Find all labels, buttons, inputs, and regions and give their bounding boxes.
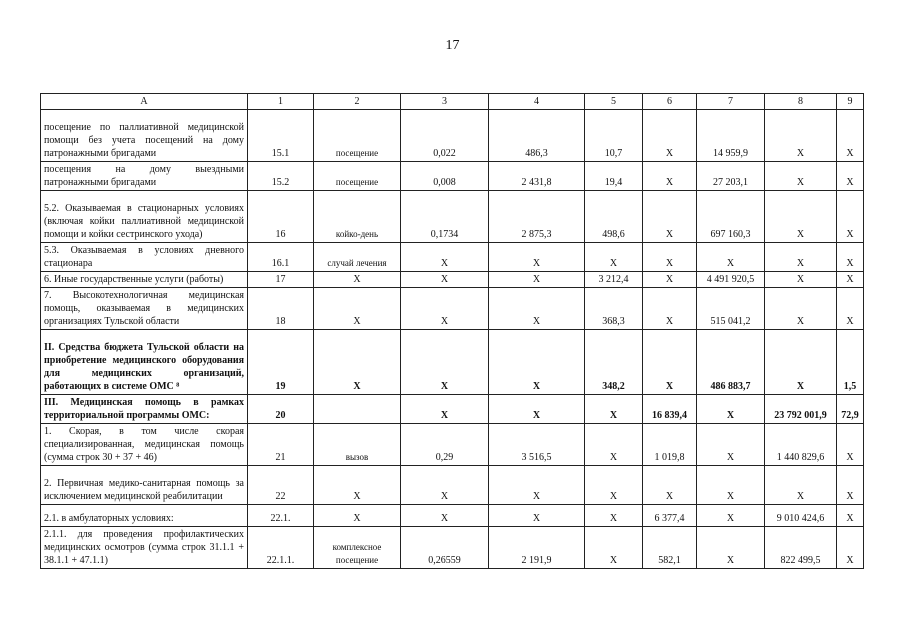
cell-col6: X (643, 243, 697, 272)
cell-col5: X (585, 243, 643, 272)
cell-col5: X (585, 424, 643, 466)
cell-col8: X (765, 243, 837, 272)
row-label: 2.1.1. для проведения профилактических медицинских осмотров (сумма строк 31.1.1 + 38.1.1 + 47.1.1) (41, 527, 248, 569)
cell-col4: X (489, 272, 585, 288)
cell-col7: 14 959,9 (697, 110, 765, 162)
column-header-1: 1 (248, 94, 314, 110)
cell-col4: X (489, 330, 585, 395)
cell-col4: X (489, 243, 585, 272)
cell-col2: X (314, 288, 401, 330)
cell-col8: X (765, 191, 837, 243)
row-label: II. Средства бюджета Тульской области на приобретение медицинского оборудования для медицинских организаций, работающих в системе ОМС ⁸ (41, 330, 248, 395)
cell-col1: 15.2 (248, 162, 314, 191)
column-header-7: 7 (697, 94, 765, 110)
cell-col7: 4 491 920,5 (697, 272, 765, 288)
cell-col2: посещение (314, 110, 401, 162)
table-row (41, 243, 864, 272)
cell-col6: X (643, 330, 697, 395)
cell-col9: 1,5 (837, 330, 864, 395)
page-number: 17 (445, 38, 460, 53)
cell-col9: 72,9 (837, 395, 864, 424)
row-label: 2.1. в амбулаторных условиях: (41, 505, 248, 527)
cell-col7: 486 883,7 (697, 330, 765, 395)
cell-col4: 3 516,5 (489, 424, 585, 466)
row-label: 5.3. Оказываемая в условиях дневного стационара (41, 243, 248, 272)
cell-col2: X (314, 330, 401, 395)
cell-col3: X (401, 395, 489, 424)
cell-col3: 0,26559 (401, 527, 489, 569)
cell-col1: 21 (248, 424, 314, 466)
cell-col1: 16 (248, 191, 314, 243)
cell-col3: X (401, 272, 489, 288)
column-header-6: 6 (643, 94, 697, 110)
cell-col4: 2 191,9 (489, 527, 585, 569)
cell-col4: 2 875,3 (489, 191, 585, 243)
cell-col9: X (837, 162, 864, 191)
data-table (40, 93, 864, 569)
cell-col4: X (489, 288, 585, 330)
cell-col1: 18 (248, 288, 314, 330)
cell-col5: 368,3 (585, 288, 643, 330)
cell-col5: 348,2 (585, 330, 643, 395)
cell-col6: 6 377,4 (643, 505, 697, 527)
cell-col3: X (401, 330, 489, 395)
row-label: 7. Высокотехнологичная медицинская помощь, оказываемая в медицинских организациях Тульской области (41, 288, 248, 330)
cell-col5: X (585, 527, 643, 569)
cell-col3: X (401, 243, 489, 272)
cell-col6: X (643, 191, 697, 243)
cell-col7: 515 041,2 (697, 288, 765, 330)
row-label: посещения на дому выездными патронажными бригадами (41, 162, 248, 191)
cell-col2: X (314, 272, 401, 288)
cell-col9: X (837, 110, 864, 162)
cell-col6: 16 839,4 (643, 395, 697, 424)
row-label: 2. Первичная медико-санитарная помощь за исключением медицинской реабилитации (41, 466, 248, 505)
cell-col8: X (765, 272, 837, 288)
cell-col9: X (837, 272, 864, 288)
cell-col3: 0,008 (401, 162, 489, 191)
cell-col1: 20 (248, 395, 314, 424)
cell-col6: 1 019,8 (643, 424, 697, 466)
row-label: 1. Скорая, в том числе скорая специализированная, медицинская помощь (сумма строк 30 + 37 + 46) (41, 424, 248, 466)
cell-col7: 27 203,1 (697, 162, 765, 191)
cell-col7: X (697, 527, 765, 569)
table-row (41, 466, 864, 505)
row-label: 6. Иные государственные услуги (работы) (41, 272, 248, 288)
cell-col8: X (765, 466, 837, 505)
cell-col5: X (585, 466, 643, 505)
cell-col2: койко-день (314, 191, 401, 243)
cell-col9: X (837, 424, 864, 466)
cell-col9: X (837, 505, 864, 527)
cell-col6: X (643, 162, 697, 191)
table-row (41, 424, 864, 466)
cell-col3: X (401, 288, 489, 330)
cell-col9: X (837, 527, 864, 569)
cell-col2: вызов (314, 424, 401, 466)
table-row (41, 191, 864, 243)
cell-col7: X (697, 395, 765, 424)
cell-col8: 23 792 001,9 (765, 395, 837, 424)
cell-col3: X (401, 466, 489, 505)
cell-col8: 822 499,5 (765, 527, 837, 569)
cell-col4: X (489, 505, 585, 527)
table-row (41, 505, 864, 527)
cell-col1: 17 (248, 272, 314, 288)
cell-col2: комплексное посещение (314, 527, 401, 569)
table-row (41, 288, 864, 330)
cell-col9: X (837, 466, 864, 505)
cell-col8: X (765, 110, 837, 162)
cell-col4: 486,3 (489, 110, 585, 162)
cell-col7: X (697, 505, 765, 527)
column-header-3: 3 (401, 94, 489, 110)
cell-col9: X (837, 191, 864, 243)
row-label: 5.2. Оказываемая в стационарных условиях (включая койки паллиативной медицинской помощи и койки сестринского ухода) (41, 191, 248, 243)
cell-col1: 22 (248, 466, 314, 505)
cell-col7: X (697, 243, 765, 272)
cell-col8: 9 010 424,6 (765, 505, 837, 527)
cell-col5: 19,4 (585, 162, 643, 191)
cell-col5: 498,6 (585, 191, 643, 243)
table-row (41, 330, 864, 395)
cell-col3: X (401, 505, 489, 527)
cell-col3: 0,29 (401, 424, 489, 466)
header-row (41, 94, 864, 110)
cell-col7: X (697, 466, 765, 505)
cell-col9: X (837, 288, 864, 330)
cell-col2: X (314, 505, 401, 527)
cell-col2 (314, 395, 401, 424)
cell-col4: X (489, 466, 585, 505)
cell-col6: X (643, 272, 697, 288)
cell-col3: 0,022 (401, 110, 489, 162)
cell-col5: X (585, 505, 643, 527)
cell-col8: X (765, 288, 837, 330)
cell-col6: X (643, 288, 697, 330)
table-row (41, 527, 864, 569)
cell-col4: 2 431,8 (489, 162, 585, 191)
row-label: III. Медицинская помощь в рамках территориальной программы ОМС: (41, 395, 248, 424)
cell-col6: X (643, 110, 697, 162)
cell-col8: 1 440 829,6 (765, 424, 837, 466)
column-header-2: 2 (314, 94, 401, 110)
column-header-9: 9 (837, 94, 864, 110)
cell-col8: X (765, 330, 837, 395)
cell-col1: 15.1 (248, 110, 314, 162)
cell-col1: 22.1. (248, 505, 314, 527)
cell-col2: посещение (314, 162, 401, 191)
table-row (41, 162, 864, 191)
cell-col2: случай лечения (314, 243, 401, 272)
cell-col7: X (697, 424, 765, 466)
column-header-8: 8 (765, 94, 837, 110)
column-header-4: 4 (489, 94, 585, 110)
cell-col1: 16.1 (248, 243, 314, 272)
cell-col5: 3 212,4 (585, 272, 643, 288)
cell-col2: X (314, 466, 401, 505)
table-row (41, 110, 864, 162)
cell-col5: 10,7 (585, 110, 643, 162)
cell-col5: X (585, 395, 643, 424)
cell-col3: 0,1734 (401, 191, 489, 243)
table-row (41, 395, 864, 424)
table-row (41, 272, 864, 288)
cell-col1: 19 (248, 330, 314, 395)
column-header-5: 5 (585, 94, 643, 110)
cell-col9: X (837, 243, 864, 272)
cell-col6: 582,1 (643, 527, 697, 569)
row-label: посещение по паллиативной медицинской помощи без учета посещений на дому патронажными бригадами (41, 110, 248, 162)
column-header-a: А (41, 94, 248, 110)
cell-col4: X (489, 395, 585, 424)
cell-col8: X (765, 162, 837, 191)
cell-col6: X (643, 466, 697, 505)
cell-col1: 22.1.1. (248, 527, 314, 569)
cell-col7: 697 160,3 (697, 191, 765, 243)
